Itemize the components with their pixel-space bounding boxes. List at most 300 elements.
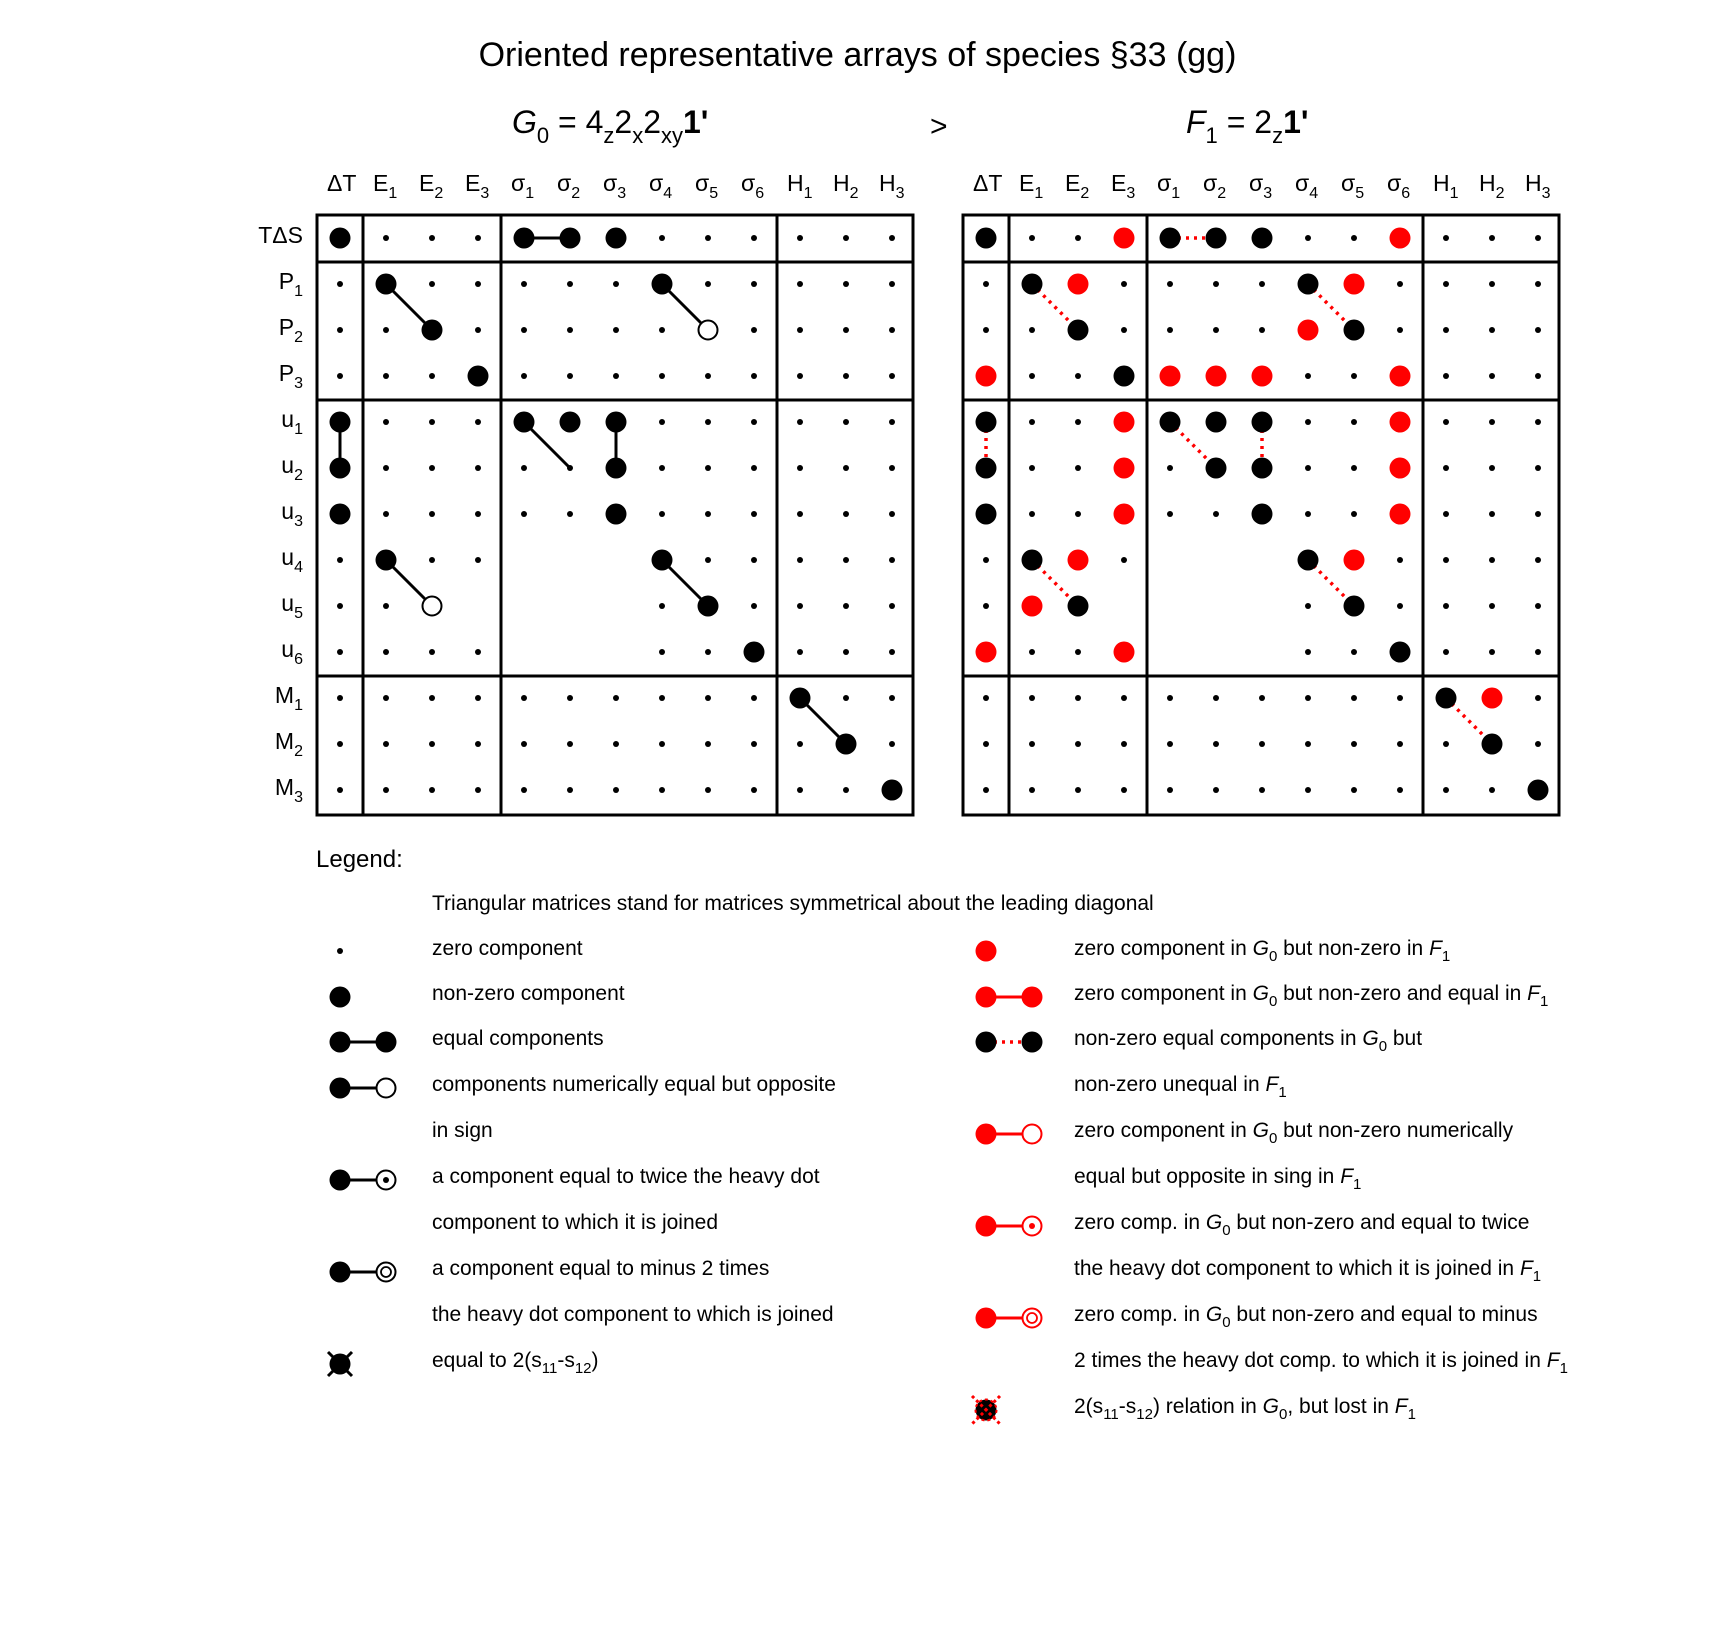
g0-zero-dot xyxy=(475,281,481,287)
g0-zero-dot xyxy=(889,741,895,747)
g0-column-label: $\sigma_6$ xyxy=(741,170,765,202)
f1-zero-dot xyxy=(1121,557,1127,563)
row-label: $u_3$ xyxy=(281,498,303,530)
g0-zero-dot xyxy=(843,281,849,287)
g0-zero-dot xyxy=(429,649,435,655)
g0-zero-dot xyxy=(659,787,665,793)
g0-zero-dot xyxy=(889,465,895,471)
f1-zero-dot xyxy=(1075,741,1081,747)
f1-nonzero-dot xyxy=(976,458,997,479)
f1-zero-dot xyxy=(1259,695,1265,701)
f1-zero-dot xyxy=(1443,787,1449,793)
g0-column-label: $\sigma_3$ xyxy=(603,170,627,202)
g0-zero-dot xyxy=(429,787,435,793)
f1-nonzero-dot xyxy=(1022,550,1043,571)
g0-zero-dot xyxy=(889,327,895,333)
g0-zero-dot xyxy=(843,465,849,471)
g0-matrix xyxy=(317,215,913,815)
g0-zero-dot xyxy=(475,419,481,425)
f1-zero-dot xyxy=(1121,741,1127,747)
g0-zero-dot xyxy=(705,281,711,287)
f1-zero-dot xyxy=(1075,419,1081,425)
f1-zero-dot xyxy=(1535,511,1541,517)
f1-zero-dot xyxy=(1535,695,1541,701)
g0-zero-dot xyxy=(567,787,573,793)
f1-zero-dot xyxy=(1535,419,1541,425)
g0-column-label: $E_3$ xyxy=(465,170,490,202)
f1-red-dot xyxy=(1390,458,1411,479)
g0-zero-dot xyxy=(337,649,343,655)
g0-zero-dot xyxy=(613,741,619,747)
g0-nonzero-dot xyxy=(836,734,857,755)
f1-zero-dot xyxy=(1167,511,1173,517)
row-label: $u_5$ xyxy=(281,590,303,622)
g0-zero-dot xyxy=(843,511,849,517)
f1-zero-dot xyxy=(1535,373,1541,379)
f1-nonzero-dot xyxy=(1068,596,1089,617)
g0-nonzero-dot xyxy=(606,228,627,249)
g0-zero-dot xyxy=(889,373,895,379)
f1-zero-dot xyxy=(1443,603,1449,609)
g0-nonzero-dot xyxy=(330,228,351,249)
legend-symbol-twice xyxy=(330,1170,396,1191)
f1-column-label: $E_3$ xyxy=(1111,170,1136,202)
f1-zero-dot xyxy=(1075,511,1081,517)
g0-zero-dot xyxy=(475,741,481,747)
g0-zero-dot xyxy=(889,649,895,655)
f1-red-dot xyxy=(1390,366,1411,387)
g0-zero-dot xyxy=(475,557,481,563)
f1-nonzero-dot xyxy=(1206,458,1227,479)
g0-column-label: ΔT xyxy=(327,170,357,196)
g0-zero-dot xyxy=(383,235,389,241)
g0-zero-dot xyxy=(659,741,665,747)
legend-red-equal-text: zero component in $G_0$ but non-zero and equal in $F_1$ xyxy=(1074,982,1549,1010)
g0-zero-dot xyxy=(797,511,803,517)
g0-zero-dot xyxy=(751,419,757,425)
f1-column-label: $H_1$ xyxy=(1433,170,1459,202)
g0-zero-dot xyxy=(383,603,389,609)
g0-zero-dot xyxy=(705,695,711,701)
g0-zero-dot xyxy=(705,741,711,747)
g0-column-label: $\sigma_1$ xyxy=(511,170,535,202)
f1-zero-dot xyxy=(1489,235,1495,241)
g0-zero-dot xyxy=(567,741,573,747)
f1-zero-dot xyxy=(1029,787,1035,793)
legend-note: Triangular matrices stand for matrices symmetrical about the leading diagonal xyxy=(432,892,1154,915)
legend-red-zero-text: zero component in $G_0$ but non-zero in $F_1$ xyxy=(1074,937,1451,965)
g0-zero-dot xyxy=(797,373,803,379)
g0-zero-dot xyxy=(659,465,665,471)
f1-red-dot xyxy=(1114,458,1135,479)
g0-zero-dot xyxy=(475,327,481,333)
f1-zero-dot xyxy=(1259,327,1265,333)
g0-zero-dot xyxy=(567,281,573,287)
f1-zero-dot xyxy=(1029,511,1035,517)
g0-nonzero-dot xyxy=(698,596,719,617)
g0-zero-dot xyxy=(843,649,849,655)
f1-nonzero-dot xyxy=(1436,688,1457,709)
f1-zero-dot xyxy=(1213,511,1219,517)
g0-zero-dot xyxy=(429,741,435,747)
g0-zero-dot xyxy=(429,557,435,563)
g0-zero-dot xyxy=(429,465,435,471)
f1-zero-dot xyxy=(1443,649,1449,655)
g0-column-label: $\sigma_2$ xyxy=(557,170,581,202)
f1-zero-dot xyxy=(1167,787,1173,793)
f1-zero-dot xyxy=(1121,327,1127,333)
f1-zero-dot xyxy=(1443,235,1449,241)
legend-text-minus2-2: the heavy dot component to which is joined xyxy=(432,1303,834,1326)
f1-nonzero-dot xyxy=(1114,366,1135,387)
g0-zero-dot xyxy=(475,511,481,517)
legend-symbol-zero xyxy=(337,948,343,954)
f1-zero-dot xyxy=(1029,649,1035,655)
row-label: $P_3$ xyxy=(278,360,303,392)
f1-zero-dot xyxy=(1305,235,1311,241)
g0-zero-dot xyxy=(751,695,757,701)
g0-zero-dot xyxy=(751,741,757,747)
g0-zero-dot xyxy=(521,281,527,287)
g0-zero-dot xyxy=(659,603,665,609)
g0-zero-dot xyxy=(659,695,665,701)
g0-zero-dot xyxy=(705,373,711,379)
f1-zero-dot xyxy=(1351,235,1357,241)
g0-zero-dot xyxy=(475,649,481,655)
g0-zero-dot xyxy=(751,511,757,517)
f1-zero-dot xyxy=(1305,419,1311,425)
f1-nonzero-dot xyxy=(1022,274,1043,295)
row-label: $M_3$ xyxy=(274,774,303,806)
legend-red-twice-text-2: the heavy dot component to which it is joined in $F_1$ xyxy=(1074,1257,1542,1285)
g0-zero-dot xyxy=(383,511,389,517)
f1-zero-dot xyxy=(1029,465,1035,471)
f1-zero-dot xyxy=(1121,281,1127,287)
f1-red-dot xyxy=(1344,274,1365,295)
g0-zero-dot xyxy=(797,419,803,425)
f1-nonzero-dot xyxy=(1344,596,1365,617)
f1-zero-dot xyxy=(1443,741,1449,747)
f1-zero-dot xyxy=(1351,373,1357,379)
f1-zero-dot xyxy=(1029,741,1035,747)
g0-zero-dot xyxy=(429,235,435,241)
g0-nonzero-dot xyxy=(744,642,765,663)
f1-red-dot xyxy=(1206,366,1227,387)
g0-zero-dot xyxy=(751,465,757,471)
g0-zero-dot xyxy=(567,373,573,379)
g0-column-label: $H_3$ xyxy=(879,170,905,202)
f1-zero-dot xyxy=(1443,419,1449,425)
g0-zero-dot xyxy=(337,373,343,379)
g0-zero-dot xyxy=(751,787,757,793)
g0-zero-dot xyxy=(705,787,711,793)
g0-zero-dot xyxy=(705,465,711,471)
g0-zero-dot xyxy=(383,327,389,333)
g0-zero-dot xyxy=(705,235,711,241)
f1-zero-dot xyxy=(1535,557,1541,563)
f1-nonzero-dot xyxy=(1252,228,1273,249)
f1-zero-dot xyxy=(1443,465,1449,471)
f1-zero-dot xyxy=(1305,511,1311,517)
f1-nonzero-dot xyxy=(1482,734,1503,755)
f1-nonzero-dot xyxy=(1160,228,1181,249)
legend-symbol-red-opposite xyxy=(976,1124,1042,1145)
f1-zero-dot xyxy=(1305,741,1311,747)
f1-zero-dot xyxy=(1351,419,1357,425)
f1-column-label: $E_1$ xyxy=(1019,170,1044,202)
legend-red-opposite-text-2: equal but opposite in sing in $F_1$ xyxy=(1074,1165,1362,1193)
g0-zero-dot xyxy=(613,695,619,701)
f1-zero-dot xyxy=(1397,327,1403,333)
f1-zero-dot xyxy=(1075,373,1081,379)
f1-zero-dot xyxy=(1397,787,1403,793)
g0-nonzero-dot xyxy=(652,550,673,571)
g0-zero-dot xyxy=(751,235,757,241)
f1-zero-dot xyxy=(1351,649,1357,655)
g0-zero-dot xyxy=(613,787,619,793)
f1-red-dot xyxy=(976,366,997,387)
row-label: $M_1$ xyxy=(274,682,303,714)
f1-zero-dot xyxy=(1075,787,1081,793)
f1-zero-dot xyxy=(1259,281,1265,287)
f1-column-label: $\sigma_1$ xyxy=(1157,170,1181,202)
g0-zero-dot xyxy=(521,511,527,517)
row-label: $u_2$ xyxy=(281,452,303,484)
f1-red-dot xyxy=(1114,504,1135,525)
f1-zero-dot xyxy=(1213,741,1219,747)
f1-red-dot xyxy=(1068,274,1089,295)
f1-zero-dot xyxy=(1443,557,1449,563)
g0-zero-dot xyxy=(889,281,895,287)
f1-zero-dot xyxy=(1397,741,1403,747)
f1-zero-dot xyxy=(1535,327,1541,333)
f1-zero-dot xyxy=(1075,235,1081,241)
legend-text-equal-1: equal components xyxy=(432,1027,604,1050)
f1-zero-dot xyxy=(983,603,989,609)
f1-zero-dot xyxy=(1167,465,1173,471)
f1-red-dot xyxy=(1390,412,1411,433)
g0-nonzero-dot xyxy=(330,412,351,433)
f1-red-dot xyxy=(1160,366,1181,387)
f1-zero-dot xyxy=(1029,235,1035,241)
g0-zero-dot xyxy=(613,281,619,287)
g0-zero-dot xyxy=(797,603,803,609)
f1-zero-dot xyxy=(1535,281,1541,287)
f1-zero-dot xyxy=(1029,695,1035,701)
f1-column-label: ΔT xyxy=(973,170,1003,196)
g0-nonzero-dot xyxy=(882,780,903,801)
g0-zero-dot xyxy=(383,741,389,747)
g0-zero-dot xyxy=(567,695,573,701)
legend-text-opposite-1: components numerically equal but opposite xyxy=(432,1073,836,1096)
row-label: $u_4$ xyxy=(281,544,303,576)
legend-text-twice-2: component to which it is joined xyxy=(432,1211,718,1234)
g0-zero-dot xyxy=(337,281,343,287)
g0-column-label: $\sigma_5$ xyxy=(695,170,719,202)
g0-zero-dot xyxy=(383,419,389,425)
g0-zero-dot xyxy=(521,695,527,701)
g0-zero-dot xyxy=(843,695,849,701)
g0-column-label: $H_1$ xyxy=(787,170,813,202)
legend-red-twice-text: zero comp. in $G_0$ but non-zero and equal to twice xyxy=(1074,1211,1530,1239)
g0-zero-dot xyxy=(383,695,389,701)
legend-symbol-dotted xyxy=(976,1032,1043,1053)
legend-title: Legend: xyxy=(316,846,403,873)
g0-column-label: $E_1$ xyxy=(373,170,398,202)
legend-symbol-red xyxy=(976,941,997,962)
g0-zero-dot xyxy=(475,235,481,241)
g0-zero-dot xyxy=(475,787,481,793)
legend-symbol-cross-lost xyxy=(972,1396,1000,1424)
f1-zero-dot xyxy=(983,741,989,747)
f1-zero-dot xyxy=(1443,511,1449,517)
f1-column-label: $\sigma_6$ xyxy=(1387,170,1411,202)
f1-zero-dot xyxy=(1443,373,1449,379)
g0-zero-dot xyxy=(567,511,573,517)
f1-zero-dot xyxy=(1351,695,1357,701)
row-label: $P_2$ xyxy=(278,314,303,346)
f1-column-label: $E_2$ xyxy=(1065,170,1090,202)
legend-symbol-nonzero xyxy=(330,987,351,1008)
f1-zero-dot xyxy=(1305,603,1311,609)
g0-zero-dot xyxy=(797,465,803,471)
f1-zero-dot xyxy=(1305,649,1311,655)
f1-red-dot xyxy=(1252,366,1273,387)
f1-column-label: $\sigma_4$ xyxy=(1295,170,1319,202)
f1-zero-dot xyxy=(1397,557,1403,563)
legend-symbol-opposite xyxy=(330,1078,396,1099)
f1-zero-dot xyxy=(983,327,989,333)
f1-zero-dot xyxy=(1351,511,1357,517)
f1-red-dot xyxy=(1022,596,1043,617)
f1-zero-dot xyxy=(1213,327,1219,333)
g0-zero-dot xyxy=(705,511,711,517)
row-label: $P_1$ xyxy=(278,268,303,300)
g0-zero-dot xyxy=(797,649,803,655)
g0-zero-dot xyxy=(705,649,711,655)
f1-zero-dot xyxy=(1443,327,1449,333)
f1-zero-dot xyxy=(983,281,989,287)
g0-zero-dot xyxy=(797,741,803,747)
f1-zero-dot xyxy=(1213,787,1219,793)
g0-zero-dot xyxy=(475,695,481,701)
g0-nonzero-dot xyxy=(514,412,535,433)
g0-zero-dot xyxy=(843,373,849,379)
g0-zero-dot xyxy=(337,603,343,609)
legend-symbol-red-twice xyxy=(976,1216,1042,1237)
g0-zero-dot xyxy=(521,787,527,793)
g0-zero-dot xyxy=(383,465,389,471)
g0-zero-dot xyxy=(843,603,849,609)
f1-nonzero-dot xyxy=(976,504,997,525)
g0-zero-dot xyxy=(383,787,389,793)
g0-zero-dot xyxy=(889,603,895,609)
f1-nonzero-dot xyxy=(1252,504,1273,525)
left-group-formula: $G_0 = 4_z2_x2_{xy}1'$ xyxy=(512,104,709,148)
f1-column-label: $\sigma_5$ xyxy=(1341,170,1365,202)
legend-dotted-text: non-zero equal components in $G_0$ but xyxy=(1074,1027,1423,1055)
f1-nonzero-dot xyxy=(1160,412,1181,433)
legend-text-cross: equal to $2(s_{11}-s_{12})$ xyxy=(432,1349,599,1377)
f1-red-dot xyxy=(1068,550,1089,571)
f1-zero-dot xyxy=(1489,557,1495,563)
f1-nonzero-dot xyxy=(1068,320,1089,341)
f1-zero-dot xyxy=(1305,373,1311,379)
g0-column-label: $E_2$ xyxy=(419,170,444,202)
f1-red-dot xyxy=(1114,412,1135,433)
g0-zero-dot xyxy=(521,327,527,333)
g0-zero-dot xyxy=(567,465,573,471)
g0-zero-dot xyxy=(659,327,665,333)
f1-nonzero-dot xyxy=(1344,320,1365,341)
g0-zero-dot xyxy=(429,695,435,701)
f1-zero-dot xyxy=(1075,695,1081,701)
g0-zero-dot xyxy=(337,327,343,333)
g0-zero-dot xyxy=(429,511,435,517)
right-group-formula: $F_1 = 2_z1'$ xyxy=(1186,104,1309,148)
legend-red-opposite-text: zero component in $G_0$ but non-zero numerically xyxy=(1074,1119,1514,1147)
row-label: TΔS xyxy=(258,222,303,248)
g0-zero-dot xyxy=(567,327,573,333)
legend-text-opposite-2: in sign xyxy=(432,1119,493,1142)
row-label: $u_6$ xyxy=(281,636,303,668)
g0-zero-dot xyxy=(659,373,665,379)
g0-opposite-dot xyxy=(423,597,442,616)
legend-red-minus2-text: zero comp. in $G_0$ but non-zero and equal to minus xyxy=(1074,1303,1538,1331)
f1-zero-dot xyxy=(1075,649,1081,655)
legend-symbol-red-minus2 xyxy=(976,1308,1042,1329)
g0-zero-dot xyxy=(705,557,711,563)
g0-zero-dot xyxy=(337,741,343,747)
g0-zero-dot xyxy=(751,327,757,333)
g0-zero-dot xyxy=(659,235,665,241)
row-label: $u_1$ xyxy=(281,406,303,438)
g0-nonzero-dot xyxy=(330,458,351,479)
legend-symbol-minus2 xyxy=(330,1262,396,1283)
f1-nonzero-dot xyxy=(1252,412,1273,433)
g0-zero-dot xyxy=(797,557,803,563)
f1-zero-dot xyxy=(1397,281,1403,287)
f1-zero-dot xyxy=(983,787,989,793)
g0-zero-dot xyxy=(475,465,481,471)
g0-zero-dot xyxy=(521,465,527,471)
f1-zero-dot xyxy=(1351,787,1357,793)
f1-column-label: $H_2$ xyxy=(1479,170,1505,202)
legend-text-nonzero-1: non-zero component xyxy=(432,982,625,1005)
g0-zero-dot xyxy=(659,419,665,425)
g0-zero-dot xyxy=(889,511,895,517)
g0-zero-dot xyxy=(797,281,803,287)
g0-nonzero-dot xyxy=(422,320,443,341)
f1-zero-dot xyxy=(983,557,989,563)
page-title: Oriented representative arrays of species §33 (gg) xyxy=(478,36,1237,74)
f1-nonzero-dot xyxy=(1298,274,1319,295)
f1-zero-dot xyxy=(1489,465,1495,471)
f1-zero-dot xyxy=(1489,373,1495,379)
g0-nonzero-dot xyxy=(560,228,581,249)
f1-red-dot xyxy=(1344,550,1365,571)
g0-opposite-dot xyxy=(699,321,718,340)
g0-nonzero-dot xyxy=(376,274,397,295)
g0-zero-dot xyxy=(843,235,849,241)
f1-zero-dot xyxy=(1305,787,1311,793)
g0-zero-dot xyxy=(429,419,435,425)
f1-zero-dot xyxy=(1535,603,1541,609)
group-relation: > xyxy=(930,110,948,143)
f1-zero-dot xyxy=(1351,741,1357,747)
f1-red-dot xyxy=(1482,688,1503,709)
g0-nonzero-dot xyxy=(790,688,811,709)
